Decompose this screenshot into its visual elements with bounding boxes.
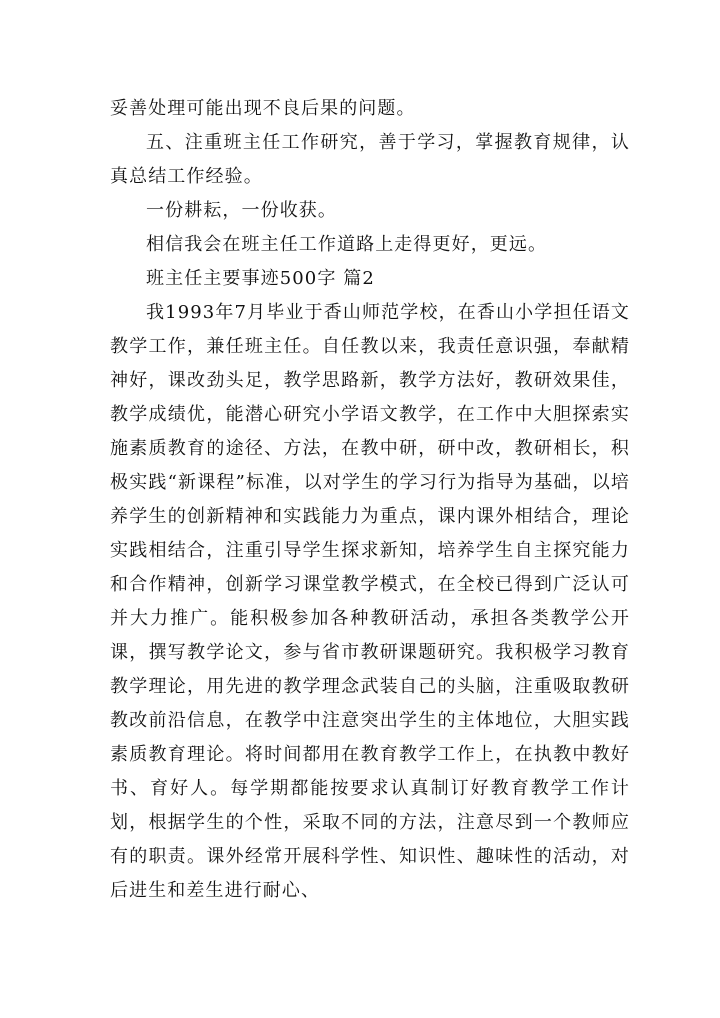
- document-body: [110, 92, 630, 908]
- point-five-paragraph: 五、注重班主任工作研究，善于学习，掌握教育规律，认真总结工作经验。: [110, 132, 630, 187]
- short-line-harvest: 一份耕耘，一份收获。: [146, 200, 337, 221]
- short-line-confidence: 相信我会在班主任工作道路上走得更好，更远。: [146, 234, 548, 255]
- paragraph-fragment: 妥善处理可能出现不良后果的问题。: [110, 98, 416, 119]
- section-title: 班主任主要事迹500字 篇2: [146, 268, 375, 289]
- main-paragraph: 我1993年7月毕业于香山师范学校，在香山小学担任语文教学工作，兼任班主任。自任教以来，我责任意识强，奉献精神好，课改劲头足，教学思路新，教学方法好，教研效果佳，教学成绩优，能潜心研究小学语文教学，在工作中大胆探索实施素质教育的途径、方法，在教中研，研中改，教研相长，积极实践“新课程”标准，以对学生的学习行为指导为基础，以培养学生的创新精神和实践能力为重点，课内课外相结合，理论实践相结合，注重引导学生探求新知，培养学生自主探究能力和合作精神，创新学习课堂教学模式，在全校已得到广泛认可并大力推广。能积极参加各种教研活动，承担各类教学公开课，撰写教学论文，参与省市教研课题研究。我积极学习教育教学理论，用先进的教学理念武装自己的头脑，注重吸取教研教改前沿信息，在教学中注意突出学生的主体地位，大胆实践素质教育理论。将时间都用在教育教学工作上，在执教中教好书、育好人。每学期都能按要求认真制订好教育教学工作计划，根据学生的个性，采取不同的方法，注意尽到一个教师应有的职责。课外经常开展科学性、知识性、趣味性的活动，对后进生和差生进行耐心、: [110, 302, 630, 901]
